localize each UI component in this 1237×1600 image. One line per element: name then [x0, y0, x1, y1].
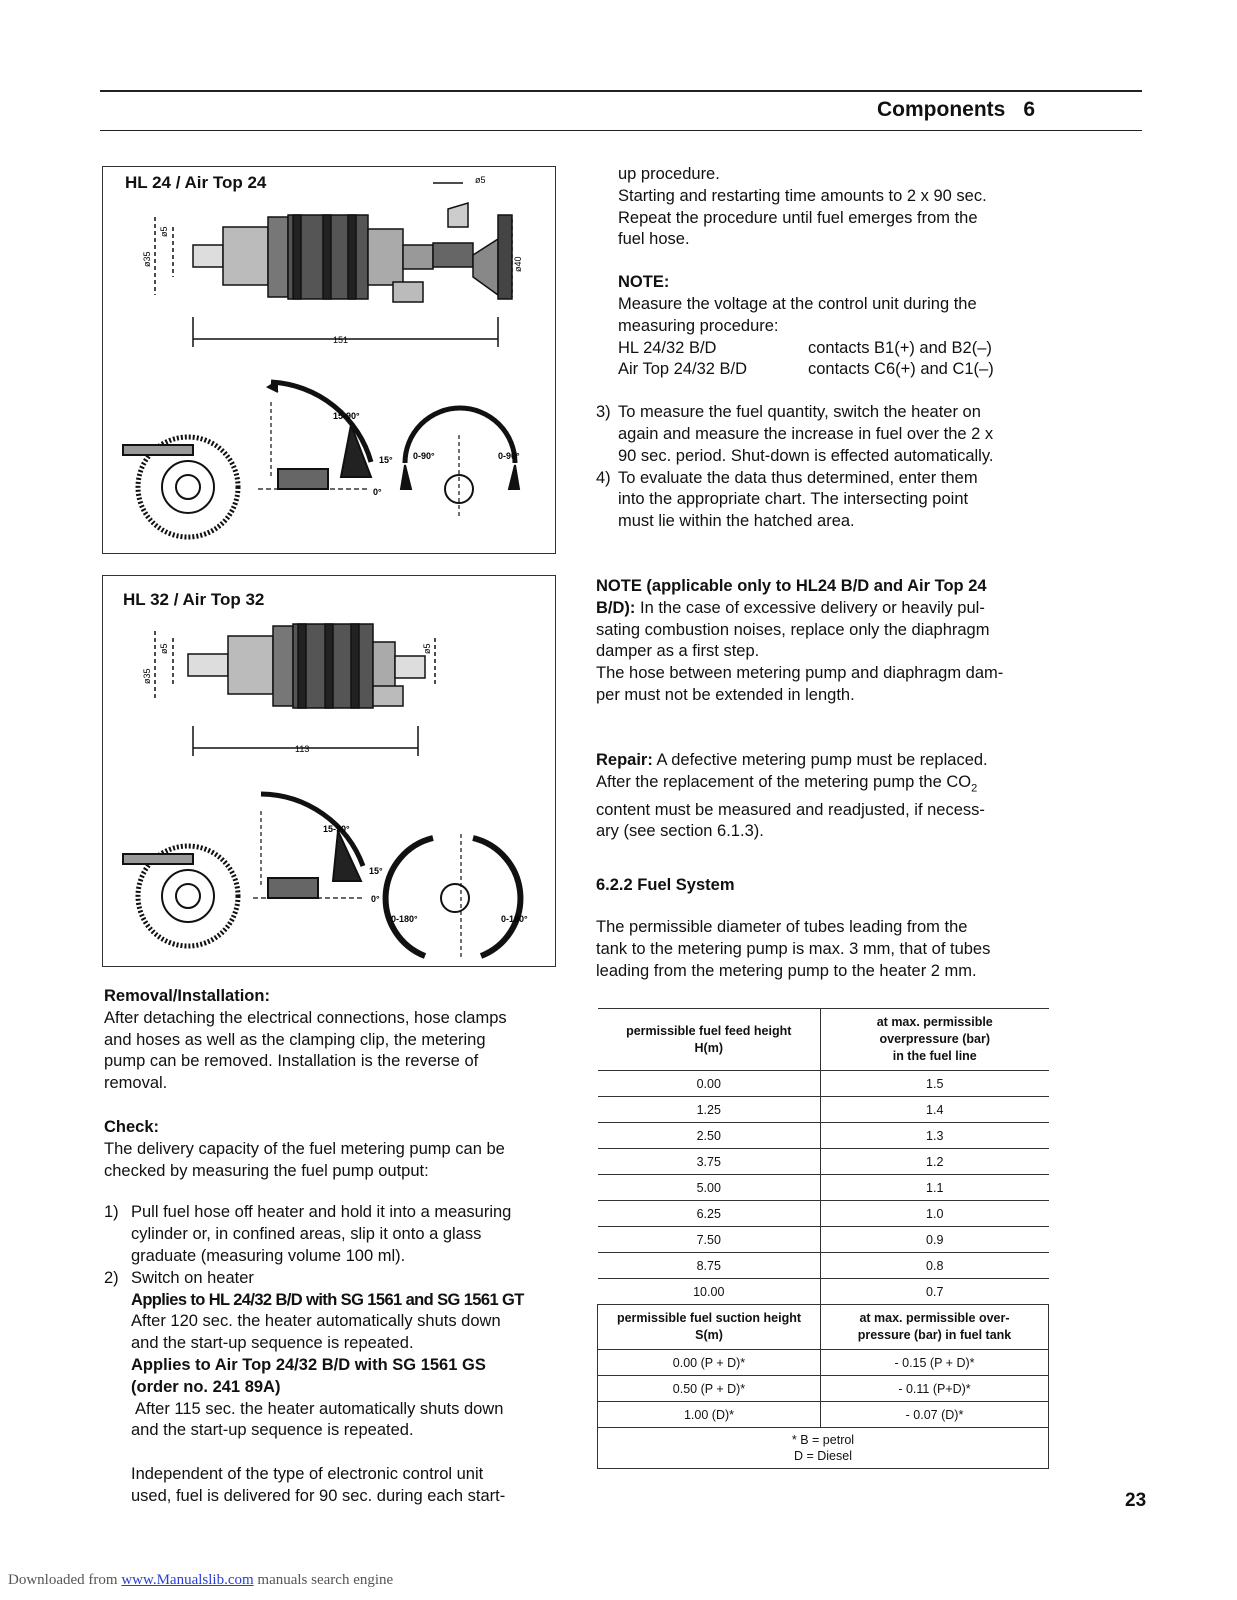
line: permissible fuel feed height [626, 1023, 792, 1038]
line: In the case of excessive delivery or heavily pul- [635, 598, 985, 617]
line: again and measure the increase in fuel over the 2 x [618, 424, 994, 443]
angle-a2: 15° [369, 866, 383, 876]
cell: 0.9 [821, 1227, 1049, 1253]
cell: 0.7 [821, 1279, 1049, 1305]
cell: 1.2 [821, 1149, 1049, 1175]
dim-right: ø5 [422, 643, 432, 654]
line: at max. permissible [876, 1015, 993, 1029]
line: overpressure (bar) [879, 1032, 990, 1046]
line: pressure (bar) in fuel tank [857, 1328, 1012, 1342]
line: The permissible diameter of tubes leading from the [596, 918, 968, 937]
figure-title: HL 24 / Air Top 24 [125, 173, 267, 192]
line: To evaluate the data thus determined, enter them [618, 468, 978, 487]
cell: 10.00 [598, 1279, 821, 1305]
step-1 [104, 1202, 564, 1267]
figure-hl24 [102, 166, 556, 554]
line: After 120 sec. the heater automatically shuts down [131, 1312, 501, 1331]
contacts: contacts B1(+) and B2(–) [808, 338, 992, 357]
table-row [598, 1376, 1049, 1402]
left-column [104, 986, 564, 1508]
angle-a3: 0-90° [413, 451, 435, 461]
step-4 [596, 468, 1056, 533]
note-2-heading: NOTE (applicable only to HL24 B/D and Air Top 24 [596, 576, 987, 595]
cell: - 0.11 (P+D)* [821, 1376, 1049, 1402]
subscript: 2 [971, 781, 978, 794]
line: Switch on heater [131, 1268, 254, 1287]
angle-a1: 15-90° [333, 411, 360, 421]
angle-a5: 0° [373, 487, 382, 497]
cell: 3.75 [598, 1149, 821, 1175]
line: permissible fuel suction height [616, 1311, 802, 1325]
check-heading: Check: [104, 1117, 160, 1136]
figure-title: HL 32 / Air Top 32 [123, 590, 265, 609]
fuel-pressure-table [597, 1008, 1049, 1469]
line: The hose between metering pump and diaphragm dam- [596, 664, 1004, 683]
line: graduate (measuring volume 100 ml). [131, 1246, 406, 1265]
cell: 5.00 [598, 1175, 821, 1201]
table-row [598, 1350, 1049, 1376]
manualslib-link[interactable]: www.Manualslib.com [121, 1572, 254, 1588]
footer-suffix: manuals search engine [253, 1572, 394, 1588]
footer [8, 1572, 393, 1589]
line: A defective metering pump must be replaced. [652, 750, 988, 769]
line: must lie within the hatched area. [618, 512, 855, 531]
table-header-row [598, 1009, 1049, 1071]
unit: HL 24/32 B/D [618, 338, 717, 357]
line: Measure the voltage at the control unit during the [618, 294, 977, 313]
step-number: 4) [596, 468, 611, 487]
table-header-row [598, 1305, 1049, 1350]
line: Independent of the type of electronic control unit [131, 1465, 484, 1484]
cell: 6.25 [598, 1201, 821, 1227]
line: The delivery capacity of the fuel metering pump can be [104, 1139, 505, 1158]
line: After 115 sec. the heater automatically shuts down [135, 1399, 504, 1418]
dim-left-b: ø5 [159, 643, 169, 654]
applies-heading-2: Applies to Air Top 24/32 B/D with SG 1561 GS [131, 1355, 486, 1374]
header-cell [821, 1009, 1049, 1071]
line: sating combustion noises, replace only the diaphragm [596, 620, 990, 639]
cell: 1.00 (D)* [598, 1402, 821, 1428]
line: Repeat the procedure until fuel emerges from the [618, 208, 978, 227]
line: and the start-up sequence is repeated. [131, 1334, 414, 1353]
line: After the replacement of the metering pump the CO [596, 772, 972, 791]
line: 90 sec. period. Shut-down is effected automatically. [618, 446, 994, 465]
dim-right: ø40 [513, 256, 523, 272]
line: measuring procedure: [618, 316, 779, 335]
angle-a4: 0-180° [501, 914, 528, 924]
cell: - 0.15 (P + D)* [821, 1350, 1049, 1376]
table-row [598, 1279, 1049, 1305]
unit: Air Top 24/32 B/D [618, 360, 748, 379]
angle-a1: 15-90° [323, 824, 350, 834]
cell: 0.00 [598, 1071, 821, 1097]
step-2 [104, 1268, 564, 1508]
cell: 1.3 [821, 1123, 1049, 1149]
table-row [598, 1149, 1049, 1175]
pump-drawing-hl24 [103, 167, 555, 553]
dim-top: ø5 [475, 175, 486, 185]
angle-a2: 15° [379, 455, 393, 465]
footnote-cell [598, 1428, 1049, 1469]
pump-drawing-hl32 [103, 576, 555, 966]
figure-hl32 [102, 575, 556, 967]
line: cylinder or, in confined areas, slip it onto a glass [131, 1225, 482, 1244]
dim-length: 113 [295, 744, 310, 754]
line: S(m) [695, 1328, 723, 1342]
note-2 [596, 576, 1056, 707]
chapter-number: 6 [1023, 98, 1036, 121]
cell: 2.50 [598, 1123, 821, 1149]
cell: 7.50 [598, 1227, 821, 1253]
dim-left-a: ø35 [142, 251, 152, 267]
line: H(m) [694, 1040, 723, 1055]
line: Starting and restarting time amounts to 2 x 90 sec. [618, 186, 987, 205]
dim-left-b: ø5 [159, 226, 169, 237]
check-text [104, 1139, 564, 1183]
table-row [598, 1402, 1049, 1428]
dim-length: 151 [333, 335, 349, 345]
table-row [598, 1201, 1049, 1227]
table-footnote-row [598, 1428, 1049, 1469]
line: D = Diesel [793, 1449, 852, 1463]
header-cell [598, 1009, 821, 1071]
cell: 1.25 [598, 1097, 821, 1123]
header-rule [100, 130, 1142, 131]
line: pump can be removed. Installation is the reverse of [104, 1052, 479, 1071]
top-rule [100, 90, 1142, 92]
note-2-heading-end: B/D): [596, 598, 636, 617]
line: Pull fuel hose off heater and hold it into a measuring [131, 1203, 512, 1222]
step-number: 3) [596, 403, 611, 422]
header-cell [821, 1305, 1049, 1350]
line: in the fuel line [892, 1049, 977, 1063]
line: and hoses as well as the clamping clip, the metering [104, 1030, 486, 1049]
line: tank to the metering pump is max. 3 mm, that of tubes [596, 939, 991, 958]
cell: 0.00 (P + D)* [598, 1350, 821, 1376]
note-heading: NOTE: [618, 273, 670, 292]
line: ary (see section 6.1.3). [596, 822, 764, 841]
angle-a3: 0-180° [391, 914, 418, 924]
step-3 [596, 402, 1056, 467]
line: leading from the metering pump to the heater 2 mm. [596, 961, 977, 980]
cell: 8.75 [598, 1253, 821, 1279]
fuel-system-text [596, 917, 1056, 982]
cell: 0.8 [821, 1253, 1049, 1279]
contacts: contacts C6(+) and C1(–) [808, 360, 994, 379]
line: content must be measured and readjusted, if necess- [596, 800, 985, 819]
angle-a5: 0° [371, 894, 380, 904]
line: into the appropriate chart. The intersecting point [618, 490, 969, 509]
cell: 1.5 [821, 1071, 1049, 1097]
angle-a4: 0-90° [498, 451, 520, 461]
cell: 0.50 (P + D)* [598, 1376, 821, 1402]
table-row [598, 1253, 1049, 1279]
cell: - 0.07 (D)* [821, 1402, 1049, 1428]
cell: 1.0 [821, 1201, 1049, 1227]
line: fuel hose. [618, 230, 690, 249]
cell: 1.1 [821, 1175, 1049, 1201]
table-row [598, 1123, 1049, 1149]
applies-heading-2-order: (order no. 241 89A) [131, 1377, 281, 1396]
applies-heading-1: Applies to HL 24/32 B/D with SG 1561 and SG 1561 GT [131, 1290, 524, 1309]
right-column [596, 164, 1056, 982]
line: * B = petrol [791, 1433, 855, 1447]
step-number: 1) [104, 1203, 119, 1222]
cell: 1.4 [821, 1097, 1049, 1123]
dim-left-a: ø35 [142, 668, 152, 684]
repair-heading: Repair: [596, 750, 653, 769]
line: After detaching the electrical connections, hose clamps [104, 1008, 507, 1027]
table-row [598, 1071, 1049, 1097]
line: checked by measuring the fuel pump output: [104, 1161, 429, 1180]
contact-row [618, 338, 1056, 360]
line: per must not be extended in length. [596, 685, 855, 704]
removal-heading: Removal/Installation: [104, 987, 270, 1005]
page-header [877, 98, 1035, 122]
footer-prefix: Downloaded from [8, 1572, 122, 1588]
fuel-system-heading: 6.2.2 Fuel System [596, 876, 735, 895]
repair [596, 750, 1056, 843]
table-row [598, 1227, 1049, 1253]
continued-text [596, 164, 1056, 381]
page-number: 23 [1125, 1490, 1147, 1511]
removal-text [104, 1008, 564, 1095]
line: at max. permissible over- [859, 1311, 1010, 1325]
header-cell [598, 1305, 821, 1350]
section-title: Components [877, 98, 1006, 121]
contact-row [618, 359, 1056, 381]
table-row [598, 1175, 1049, 1201]
line: used, fuel is delivered for 90 sec. during each start- [131, 1486, 506, 1505]
line: To measure the fuel quantity, switch the heater on [618, 403, 981, 422]
table-row [598, 1097, 1049, 1123]
line: up procedure. [618, 165, 720, 183]
line: and the start-up sequence is repeated. [131, 1421, 414, 1440]
step-number: 2) [104, 1268, 119, 1287]
line: damper as a first step. [596, 642, 760, 661]
line: removal. [104, 1074, 168, 1093]
